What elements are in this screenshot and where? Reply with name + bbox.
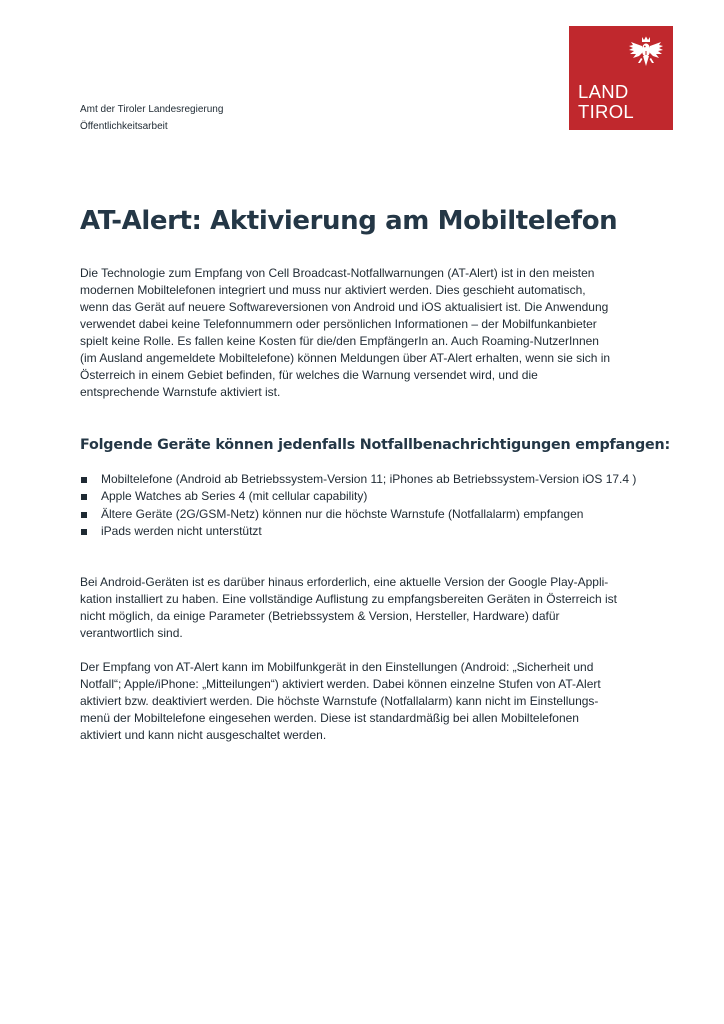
android-line: kation installiert zu haben. Eine vollständige Auflistung zu empfangsbereiten Geräten in Österreich ist (80, 592, 617, 606)
settings-line: Der Empfang von AT-Alert kann im Mobilfunkgerät in den Einstellungen (Android: „Sicherheit und (80, 660, 594, 674)
settings-paragraph (80, 659, 646, 744)
devices-list (80, 471, 636, 540)
android-line: Bei Android-Geräten ist es darüber hinaus erforderlich, eine aktuelle Version der Google Play-Appli- (80, 575, 609, 589)
intro-line: modernen Mobiltelefonen integriert und muss nur aktiviert werden. Dies geschieht automatisch, (80, 283, 586, 297)
org-department: Öffentlichkeitsarbeit (80, 121, 168, 132)
list-item (80, 471, 636, 488)
list-item (80, 506, 636, 523)
intro-line: entsprechende Warnstufe aktiviert ist. (80, 385, 281, 399)
list-item-text: Apple Watches ab Series 4 (mit cellular capability) (101, 489, 368, 504)
land-tirol-logo (569, 26, 673, 130)
org-name: Amt der Tiroler Landesregierung (80, 104, 224, 115)
settings-line: aktiviert bzw. deaktiviert werden. Die höchste Warnstufe (Notfallalarm) kann nicht im Einstellungs- (80, 694, 599, 708)
list-item-text: Ältere Geräte (2G/GSM-Netz) können nur die höchste Warnstufe (Notfallalarm) empfangen (101, 506, 584, 521)
page-title: AT-Alert: Aktivierung am Mobiltelefon (80, 206, 618, 236)
settings-line: aktiviert und kann nicht ausgeschaltet werden. (80, 728, 327, 742)
tyrolean-eagle-icon (627, 34, 665, 72)
intro-paragraph (80, 265, 646, 401)
logo-line-land: LAND (578, 81, 629, 102)
bullet-square-icon (81, 477, 87, 483)
intro-line: spielt keine Rolle. Es fallen keine Kosten für die/den EmpfängerIn an. Auch Roaming-NutzerInnen (80, 334, 599, 348)
list-item (80, 523, 636, 540)
list-item-text: Mobiltelefone (Android ab Betriebssystem-Version 11; iPhones ab Betriebssystem-Version iOS 17.4 ) (101, 472, 637, 486)
settings-line: menü der Mobiltelefone eingesehen werden. Diese ist standardmäßig bei allen Mobiltelefonen (80, 711, 579, 725)
intro-line: verwendet dabei keine Telefonnummern oder persönlichen Informationen – der Mobilfunkanbieter (80, 317, 597, 331)
organization-header (80, 101, 223, 135)
android-line: nicht möglich, da einige Parameter (Betriebssystem & Version, Hersteller, Hardware) dafür (80, 609, 560, 623)
intro-line: Die Technologie zum Empfang von Cell Broadcast-Notfallwarnungen (AT-Alert) ist in den meisten (80, 266, 595, 280)
bullet-square-icon (81, 512, 87, 518)
android-paragraph (80, 574, 646, 642)
bullet-square-icon (81, 529, 87, 535)
list-item-text: iPads werden nicht unterstützt (101, 523, 262, 538)
intro-line: Österreich in einem Gebiet befinden, für welches die Warnung versendet wird, und die (80, 368, 538, 382)
devices-heading: Folgende Geräte können jedenfalls Notfallbenachrichtigungen empfangen: (80, 437, 670, 453)
settings-line: Notfall“; Apple/iPhone: „Mitteilungen“) aktiviert werden. Dabei können einzelne Stufen von AT-Alert (80, 677, 601, 691)
logo-wordmark (578, 82, 634, 122)
intro-line: wenn das Gerät auf neuere Softwareversionen von Android und iOS aktualisiert ist. Die Anwendung (80, 300, 609, 314)
list-item (80, 488, 636, 505)
bullet-square-icon (81, 494, 87, 500)
intro-line: (im Ausland angemeldete Mobiltelefone) können Meldungen über AT-Alert erhalten, wenn sie sich in (80, 351, 611, 365)
logo-line-tirol: TIROL (578, 101, 634, 122)
android-line: verantwortlich sind. (80, 626, 183, 640)
